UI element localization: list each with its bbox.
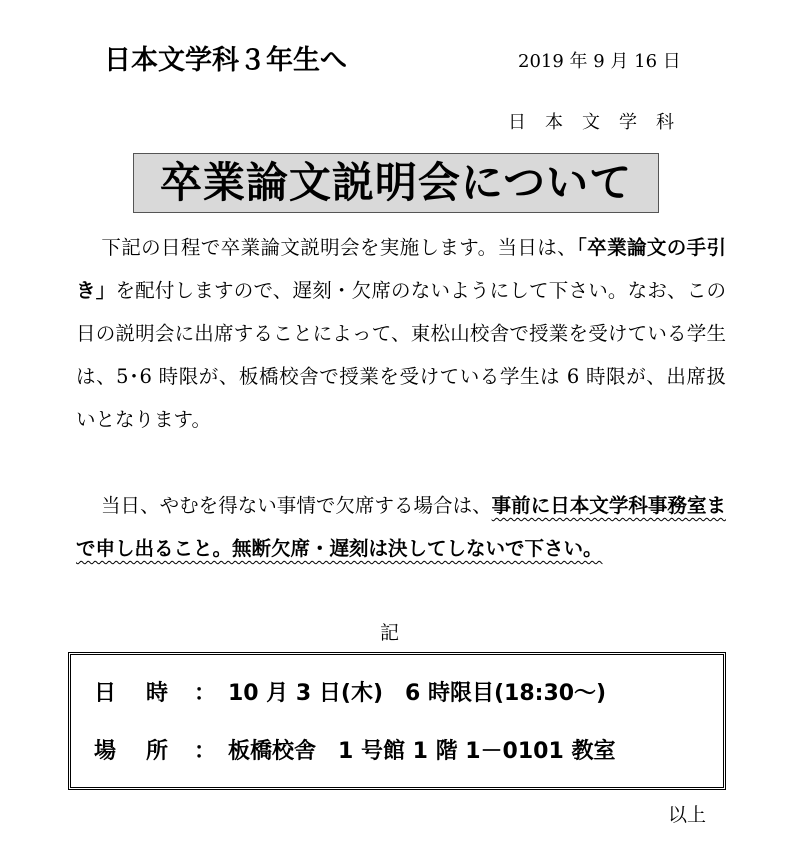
place-value: 板橋校舎 1 号館 1 階 1－0101 教室 — [228, 739, 616, 764]
p2-text-start: 当日、やむを得ない事情で欠席する場合は、 — [101, 494, 492, 517]
body-paragraph-1 — [76, 226, 726, 441]
details-box — [68, 652, 726, 790]
closing-mark: 以上 — [668, 804, 707, 826]
issuer-department: 日本文学科 — [508, 112, 693, 133]
datetime-line — [94, 676, 606, 707]
p1-text-start: 下記の日程で卒業論文説明会を実施します。当日は、 — [101, 236, 578, 259]
place-label: 場所 — [94, 739, 199, 764]
datetime-label: 日時 — [94, 681, 199, 706]
ki-mark: 記 — [380, 622, 400, 644]
datetime-colon: ： — [194, 681, 217, 706]
recipient-heading: 日本文学科３年生へ — [104, 45, 347, 76]
body-paragraph-2 — [76, 484, 726, 570]
absence-notice: 事前に日本文学科事務室まで申し出ること。無断欠席・遅刻は決してしないで下さい。 — [76, 494, 726, 560]
p1-text-rest: を配付しますので、遅刻・欠席のないようにして下さい。なお、この日の説明会に出席することによって、東松山校舎で授業を受けている学生は、5･6 時限が、板橋校舎で授業を受けている学生は 6 時限が、出席扱いとなります。 — [76, 279, 726, 431]
handbook-name: 「卒業論文の手引き」 — [76, 236, 726, 302]
place-line — [94, 734, 615, 765]
document-date: 2019 年 9 月 16 日 — [518, 51, 681, 72]
place-colon: ： — [194, 739, 217, 764]
datetime-value: 10 月 3 日(木) 6 時限目(18:30～) — [228, 681, 607, 706]
document-title: 卒業論文説明会について — [159, 158, 633, 207]
